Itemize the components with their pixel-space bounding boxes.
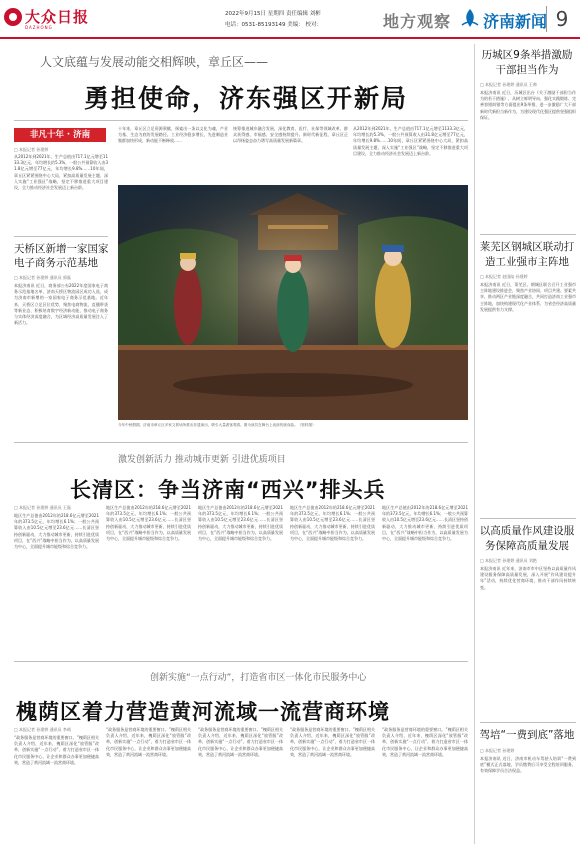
section-banner (383, 7, 548, 31)
article2-byline: □ 本报记者 孙建婷 通讯员 郭磊 (14, 275, 71, 280)
special-series-badge: 非凡十年 · 济南 (14, 128, 106, 142)
tel-line: 电话：0531-85193149 美编： 校对： (225, 22, 322, 28)
right-item2-byline: □ 本报记者 赵国陆 孙建婷 (480, 274, 528, 279)
article1-title[interactable]: 勇担使命，济东强区开新局 (84, 84, 409, 113)
divider (14, 120, 468, 121)
article4-body-col3: “政务服务是营商环境的重要窗口。”槐荫区相关负责人介绍，近年来，槐荫区深化“放管服”改革，创新实施“一点行动”，着力打造省市区一体化市民服务中心，让企业和群众办事更加便捷高效，营造了黄河流域一流营商环境。 (198, 727, 283, 757)
divider (480, 722, 576, 723)
right-item3-title[interactable]: 以高质量作风建设服务保障高质量发展 (479, 525, 575, 552)
article4-kicker: 创新实施“一点行动”，打造省市区一体化市民服务中心 (150, 673, 367, 683)
divider (14, 661, 468, 662)
photo-caption: 今年中秋假期，济南市章丘区多家文旅场所推出非遗演出，吸引大量游客观看。图为演员在舞台上表演传统戏曲。（资料图） (118, 423, 316, 427)
right-item4-byline: □ 本报记者 孙建婷 (480, 748, 515, 753)
logo-emblem-icon (4, 8, 22, 26)
news-photo[interactable] (118, 185, 468, 420)
article1-body-col2: 十年来，章丘区立足资源禀赋，探索出一条以文化为魂、产业为基、生态为底的发展路径。工业经济稳步增长，先进制造业集群加快形成，新动能不断释放…… (118, 126, 228, 144)
right-item4-body: 本报济南讯 近日，济南市机动车驾驶人培训“一费到底”模式正式落地，学员缴费后可享受全程培训服务，有效保障学员合法权益。 (480, 756, 576, 774)
paper-logo[interactable] (4, 6, 90, 32)
paper-sub: DAZHONG (25, 25, 53, 30)
section-right-label: 济南新闻 (483, 12, 548, 31)
right-item3-byline: □ 本报记者 孙建婷 通讯员 刘艳 (480, 558, 537, 563)
article4-title[interactable]: 槐荫区着力营造黄河流域一流营商环境 (16, 700, 390, 724)
article2-title[interactable]: 天桥区新增一家国家电子商务示范基地 (14, 243, 109, 269)
right-item1-byline: □ 本报记者 孙建婷 通讯员 王帅 (480, 82, 537, 87)
right-item1-title[interactable]: 历城区9条举措激励干部担当作为 (481, 49, 573, 76)
date-line: 2022年9月15日 星期四 责任编辑 刘彬 (225, 11, 321, 17)
article1-body-col4: 从2012年到2021年，生产总值由717.1亿元增至1133.3亿元，年均增长约5.3%，一般公共预算收入由31.8亿元增至77亿元，年均增长9.8%……10年间，章丘区紧紧围绕中心大局，紧扣高质量发展主题，深入实施“工业强区”战略，坚定不移推进重大项目建设，全力推动经济社会发展迈上新台阶。 (353, 126, 468, 156)
article2-body: 本报济南讯 近日，商务部公布2022年度国家电子商务示范基地名单，济南天桥区物流园区成功入选，成为济南市新增的一家国家电子商务示范基地。近年来，天桥区立足区位优势，聚焦电商物流、直播带货等新业态，积极培育数字经济新动能，推动电子商务与实体经济深度融合，为区域经济高质量发展注入了新活力。 (14, 283, 108, 326)
paper-name: 大众日报 (25, 8, 90, 26)
right-item2-body: 本报济南讯 近日，莱芜区、钢城区联合召开工业强市主阵地建设推进会，聚焦产业协同、项目共建、要素共享，推动两区产业链深度融合，共同打造济南工业强市主阵地，加快构建现代化产业体系，为省会经济高质量发展提供有力支撑。 (480, 282, 576, 312)
divider (14, 236, 108, 237)
article1-body-col3: 统筹推进城乡融合发展，深化教育、医疗、社保等领域改革，群众获得感、幸福感、安全感持续提升。新时代新征程，章丘区正以昂扬姿态奋力谱写高质量发展新篇章。 (233, 126, 348, 144)
article3-body-col1: 地区生产总值由2012年的218.6亿元增至2021年的373.5亿元，年均增长6.1%；一般公共预算收入由10.5亿元增至23.6亿元……长清区坚持创新驱动，大力推动城市更新，持续引进优质项目，在“西兴”战略中担当作为，以高质量发展为中心，全面提升城市能级和综合竞争力。 (14, 513, 99, 550)
article4-body-col2: “政务服务是营商环境的重要窗口。”槐荫区相关负责人介绍，近年来，槐荫区深化“放管服”改革，创新实施“一点行动”，着力打造省市区一体化市民服务中心，让企业和群众办事更加便捷高效，营造了黄河流域一流营商环境。 (106, 727, 191, 757)
spring-fountain-icon (459, 7, 481, 29)
stage-performance-image (118, 185, 468, 420)
article3-body-col4: 地区生产总值由2012年的218.6亿元增至2021年的373.5亿元，年均增长6.1%；一般公共预算收入由10.5亿元增至23.6亿元……长清区坚持创新驱动，大力推动城市更新，持续引进优质项目，在“西兴”战略中担当作为，以高质量发展为中心，全面提升城市能级和综合竞争力。 (290, 505, 375, 542)
article3-title[interactable]: 长清区：争当济南“西兴”排头兵 (70, 478, 386, 502)
article1-kicker: 人文底蕴与发展动能交相辉映，章丘区—— (40, 55, 269, 69)
article3-body-col5: 地区生产总值由2012年的218.6亿元增至2021年的373.5亿元，年均增长6.1%；一般公共预算收入由10.5亿元增至23.6亿元……长清区坚持创新驱动，大力推动城市更新，持续引进优质项目，在“西兴”战略中担当作为，以高质量发展为中心，全面提升城市能级和综合竞争力。 (382, 505, 468, 542)
right-item1-body: 本报济南讯 近日，历城区出台《关于激励干部担当作为的若干措施》，从树立鲜明导向、强化实践锻炼、完善容错纠错等方面提出9条举措，进一步激励广大干部新时代新担当新作为，为建设现代化强区提供坚强组织保证。 (480, 90, 576, 120)
article1-byline: □ 本报记者 孙建婷 (14, 147, 49, 152)
article3-byline: □ 本报记者 孙建婷 通讯员 王磊 (14, 505, 71, 510)
article3-kicker: 激发创新活力 推动城市更新 引进优质项目 (118, 455, 286, 465)
article4-body-col5: “政务服务是营商环境的重要窗口。”槐荫区相关负责人介绍，近年来，槐荫区深化“放管服”改革，创新实施“一点行动”，着力打造省市区一体化市民服务中心，让企业和群众办事更加便捷高效，营造了黄河流域一流营商环境。 (382, 727, 468, 757)
page-number: 9 (546, 6, 577, 32)
masthead (0, 0, 580, 40)
right-item3-body: 本报济南讯 近年来，济南市市中区坚持以高质量作风建设服务保障高质量发展，深入开展“作风建设提升年”活动，持续优化营商环境，推动干部作风持续转变。 (480, 566, 576, 590)
divider (14, 442, 468, 443)
article1-body-left: 从2012年到2021年，生产总值由717.1亿元增至1133.3亿元，年均增长约5.3%，一般公共预算收入由31.8亿元增至77亿元，年均增长9.8%……10年间，章丘区紧紧围绕中心大局，紧扣高质量发展主题，深入实施“工业强区”战略，坚定不移推进重大项目建设，全力推动经济社会发展迈上新台阶。 (14, 154, 108, 191)
right-item2-title[interactable]: 莱芜区钢城区联动打造工业强市主阵地 (479, 241, 575, 268)
divider (480, 234, 576, 235)
article4-byline: □ 本报记者 孙建婷 通讯员 李萌 (14, 727, 71, 732)
article3-body-col3: 地区生产总值由2012年的218.6亿元增至2021年的373.5亿元，年均增长6.1%；一般公共预算收入由10.5亿元增至23.6亿元……长清区坚持创新驱动，大力推动城市更新，持续引进优质项目，在“西兴”战略中担当作为，以高质量发展为中心，全面提升城市能级和综合竞争力。 (198, 505, 283, 542)
right-item4-title[interactable]: 驾培“一费到底”落地 (479, 729, 575, 741)
article4-body-col1: “政务服务是营商环境的重要窗口。”槐荫区相关负责人介绍，近年来，槐荫区深化“放管服”改革，创新实施“一点行动”，着力打造省市区一体化市民服务中心，让企业和群众办事更加便捷高效，营造了黄河流域一流营商环境。 (14, 735, 99, 765)
section-left-label: 地方观察 (383, 12, 452, 31)
masthead-rule (0, 37, 580, 39)
article3-body-col2: 地区生产总值由2012年的218.6亿元增至2021年的373.5亿元，年均增长6.1%；一般公共预算收入由10.5亿元增至23.6亿元……长清区坚持创新驱动，大力推动城市更新，持续引进优质项目，在“西兴”战略中担当作为，以高质量发展为中心，全面提升城市能级和综合竞争力。 (106, 505, 191, 542)
article4-body-col4: “政务服务是营商环境的重要窗口。”槐荫区相关负责人介绍，近年来，槐荫区深化“放管服”改革，创新实施“一点行动”，着力打造省市区一体化市民服务中心，让企业和群众办事更加便捷高效，营造了黄河流域一流营商环境。 (290, 727, 375, 757)
divider (480, 518, 576, 519)
column-divider (474, 44, 475, 844)
